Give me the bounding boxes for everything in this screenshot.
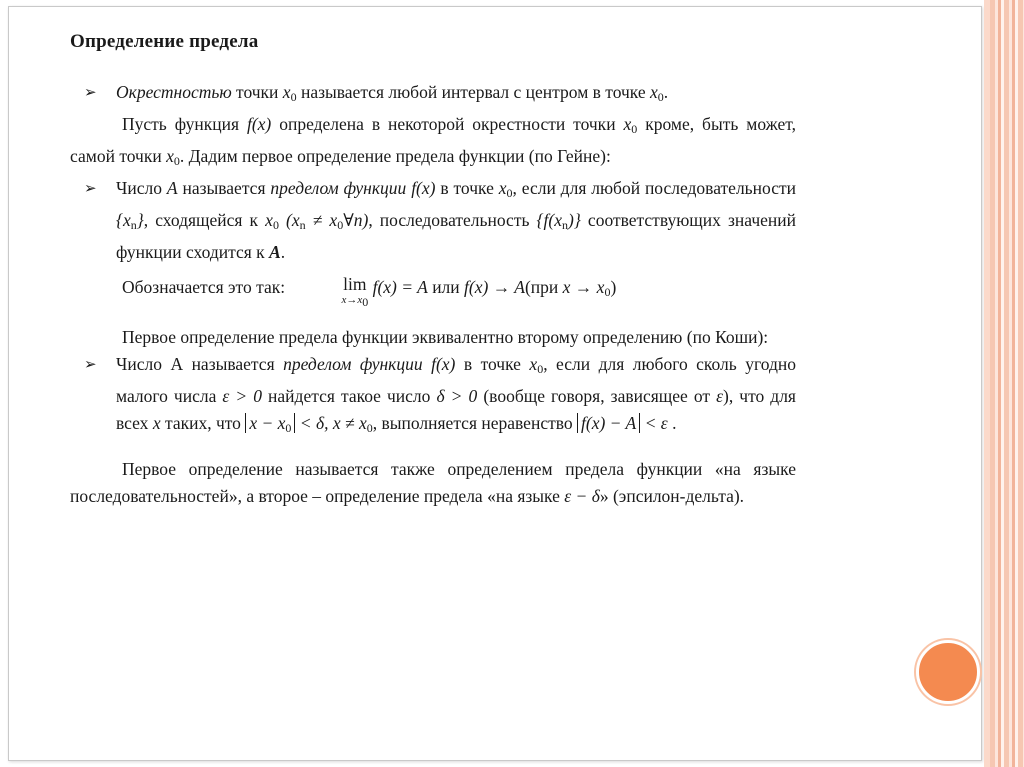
arrow-bullet-icon: ➢ <box>84 355 97 373</box>
slide-content <box>70 28 796 510</box>
arrow-bullet-icon: ➢ <box>84 179 97 197</box>
bullet-cauchy-definition: ➢ Число А называется пределом функции f(x) в точке $x_0$, если для любого сколь угодно малого числа ε > 0 найдется такое число δ > 0 (вообще говоря, зависящее от ε), что для всех x таких, что $x - x_0 < \delta$, $x \ne x_0$, выполняется неравенство f(x) − A < ε . <box>70 351 796 442</box>
bullet-neighborhood: ➢ Окрестностью точки $x_0$ называется любой интервал с центром в точке $x_0$. <box>70 79 796 111</box>
bullet-heine-definition: ➢ Число A называется пределом функции f(x) в точке $x_0$, если для любой последовательности $\{x_n\}$, сходящейся к $x_0$ ($x_n$ ≠ $x_0\forall n$), последовательность $\{f(x_n)\}$ соответствующих значений функции сходится к A. <box>70 175 796 266</box>
paragraph-intro-heine: Пусть функция f(x) определена в некоторой окрестности точки $x_0$ кроме, быть может, самой точки $x_0$. Дадим первое определение предела функции (по Гейне): <box>70 114 796 168</box>
arrow-bullet-icon: ➢ <box>84 83 97 101</box>
decor-circle <box>916 640 980 704</box>
paragraph-equivalence: Первое определение предела функции эквивалентно второму определению (по Коши): <box>122 327 769 347</box>
notation-line: Обозначается это так: lim x→x0 f(x) = A или f(x) → A(при $x \to x_0$) <box>122 274 617 309</box>
paragraph-summary: Первое определение называется также определением предела функции «на языке последовательностей», а второе – определение предела «на языке ε − δ» (эпсилон-дельта). <box>70 459 796 506</box>
limit-symbol: lim x→x0 <box>341 274 369 309</box>
slide-title: Определение предела <box>70 31 259 52</box>
decor-stripes <box>990 0 1024 767</box>
